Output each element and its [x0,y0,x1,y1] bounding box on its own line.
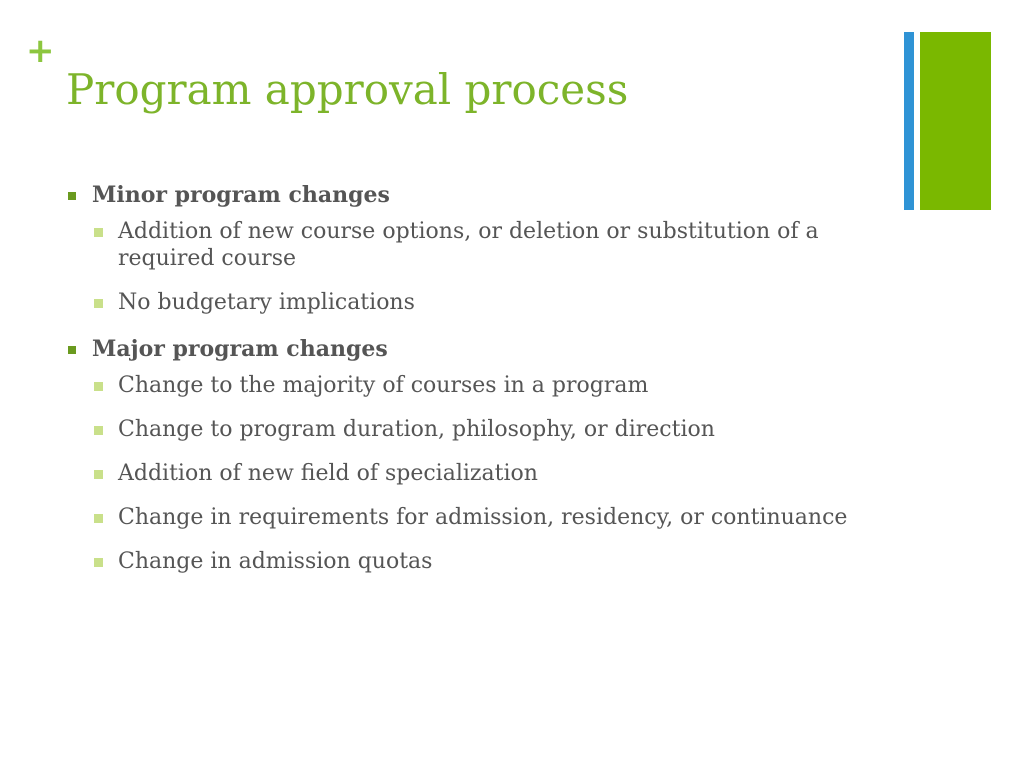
square-bullet-icon [68,192,76,200]
bullet-level2 [94,218,898,272]
square-bullet-icon [94,382,103,391]
bullet-level1 [68,180,898,210]
bullet-level2 [94,289,898,316]
bullet-text: Change to the majority of courses in a program [118,373,649,398]
section-minor-changes [68,180,898,316]
bullet-level2 [94,460,898,487]
square-bullet-icon [94,228,103,237]
bullet-text: Change to program duration, philosophy, or direction [118,417,715,442]
bullet-level2 [94,416,898,443]
bullet-text: No budgetary implications [118,290,415,315]
square-bullet-icon [68,346,76,354]
square-bullet-icon [94,470,103,479]
bullet-level2 [94,548,898,575]
square-bullet-icon [94,558,103,567]
bullet-text: Change in admission quotas [118,549,433,574]
bullet-text: Change in requirements for admission, residency, or continuance [118,505,848,530]
slide-title: Program approval process [66,65,629,114]
bullet-level1 [68,334,898,364]
plus-mark: + [26,31,55,71]
section-heading: Major program changes [92,336,388,362]
slide-body [68,180,898,593]
square-bullet-icon [94,426,103,435]
section-heading: Minor program changes [92,182,390,208]
bullet-level2 [94,504,898,531]
square-bullet-icon [94,514,103,523]
square-bullet-icon [94,299,103,308]
bullet-level2 [94,372,898,399]
bullet-text: Addition of new field of specialization [118,461,538,486]
accent-bar-blue [904,32,914,210]
accent-bar-green [920,32,991,210]
bullet-text: Addition of new course options, or deletion or substitution of a required course [118,219,819,271]
section-major-changes [68,334,898,575]
